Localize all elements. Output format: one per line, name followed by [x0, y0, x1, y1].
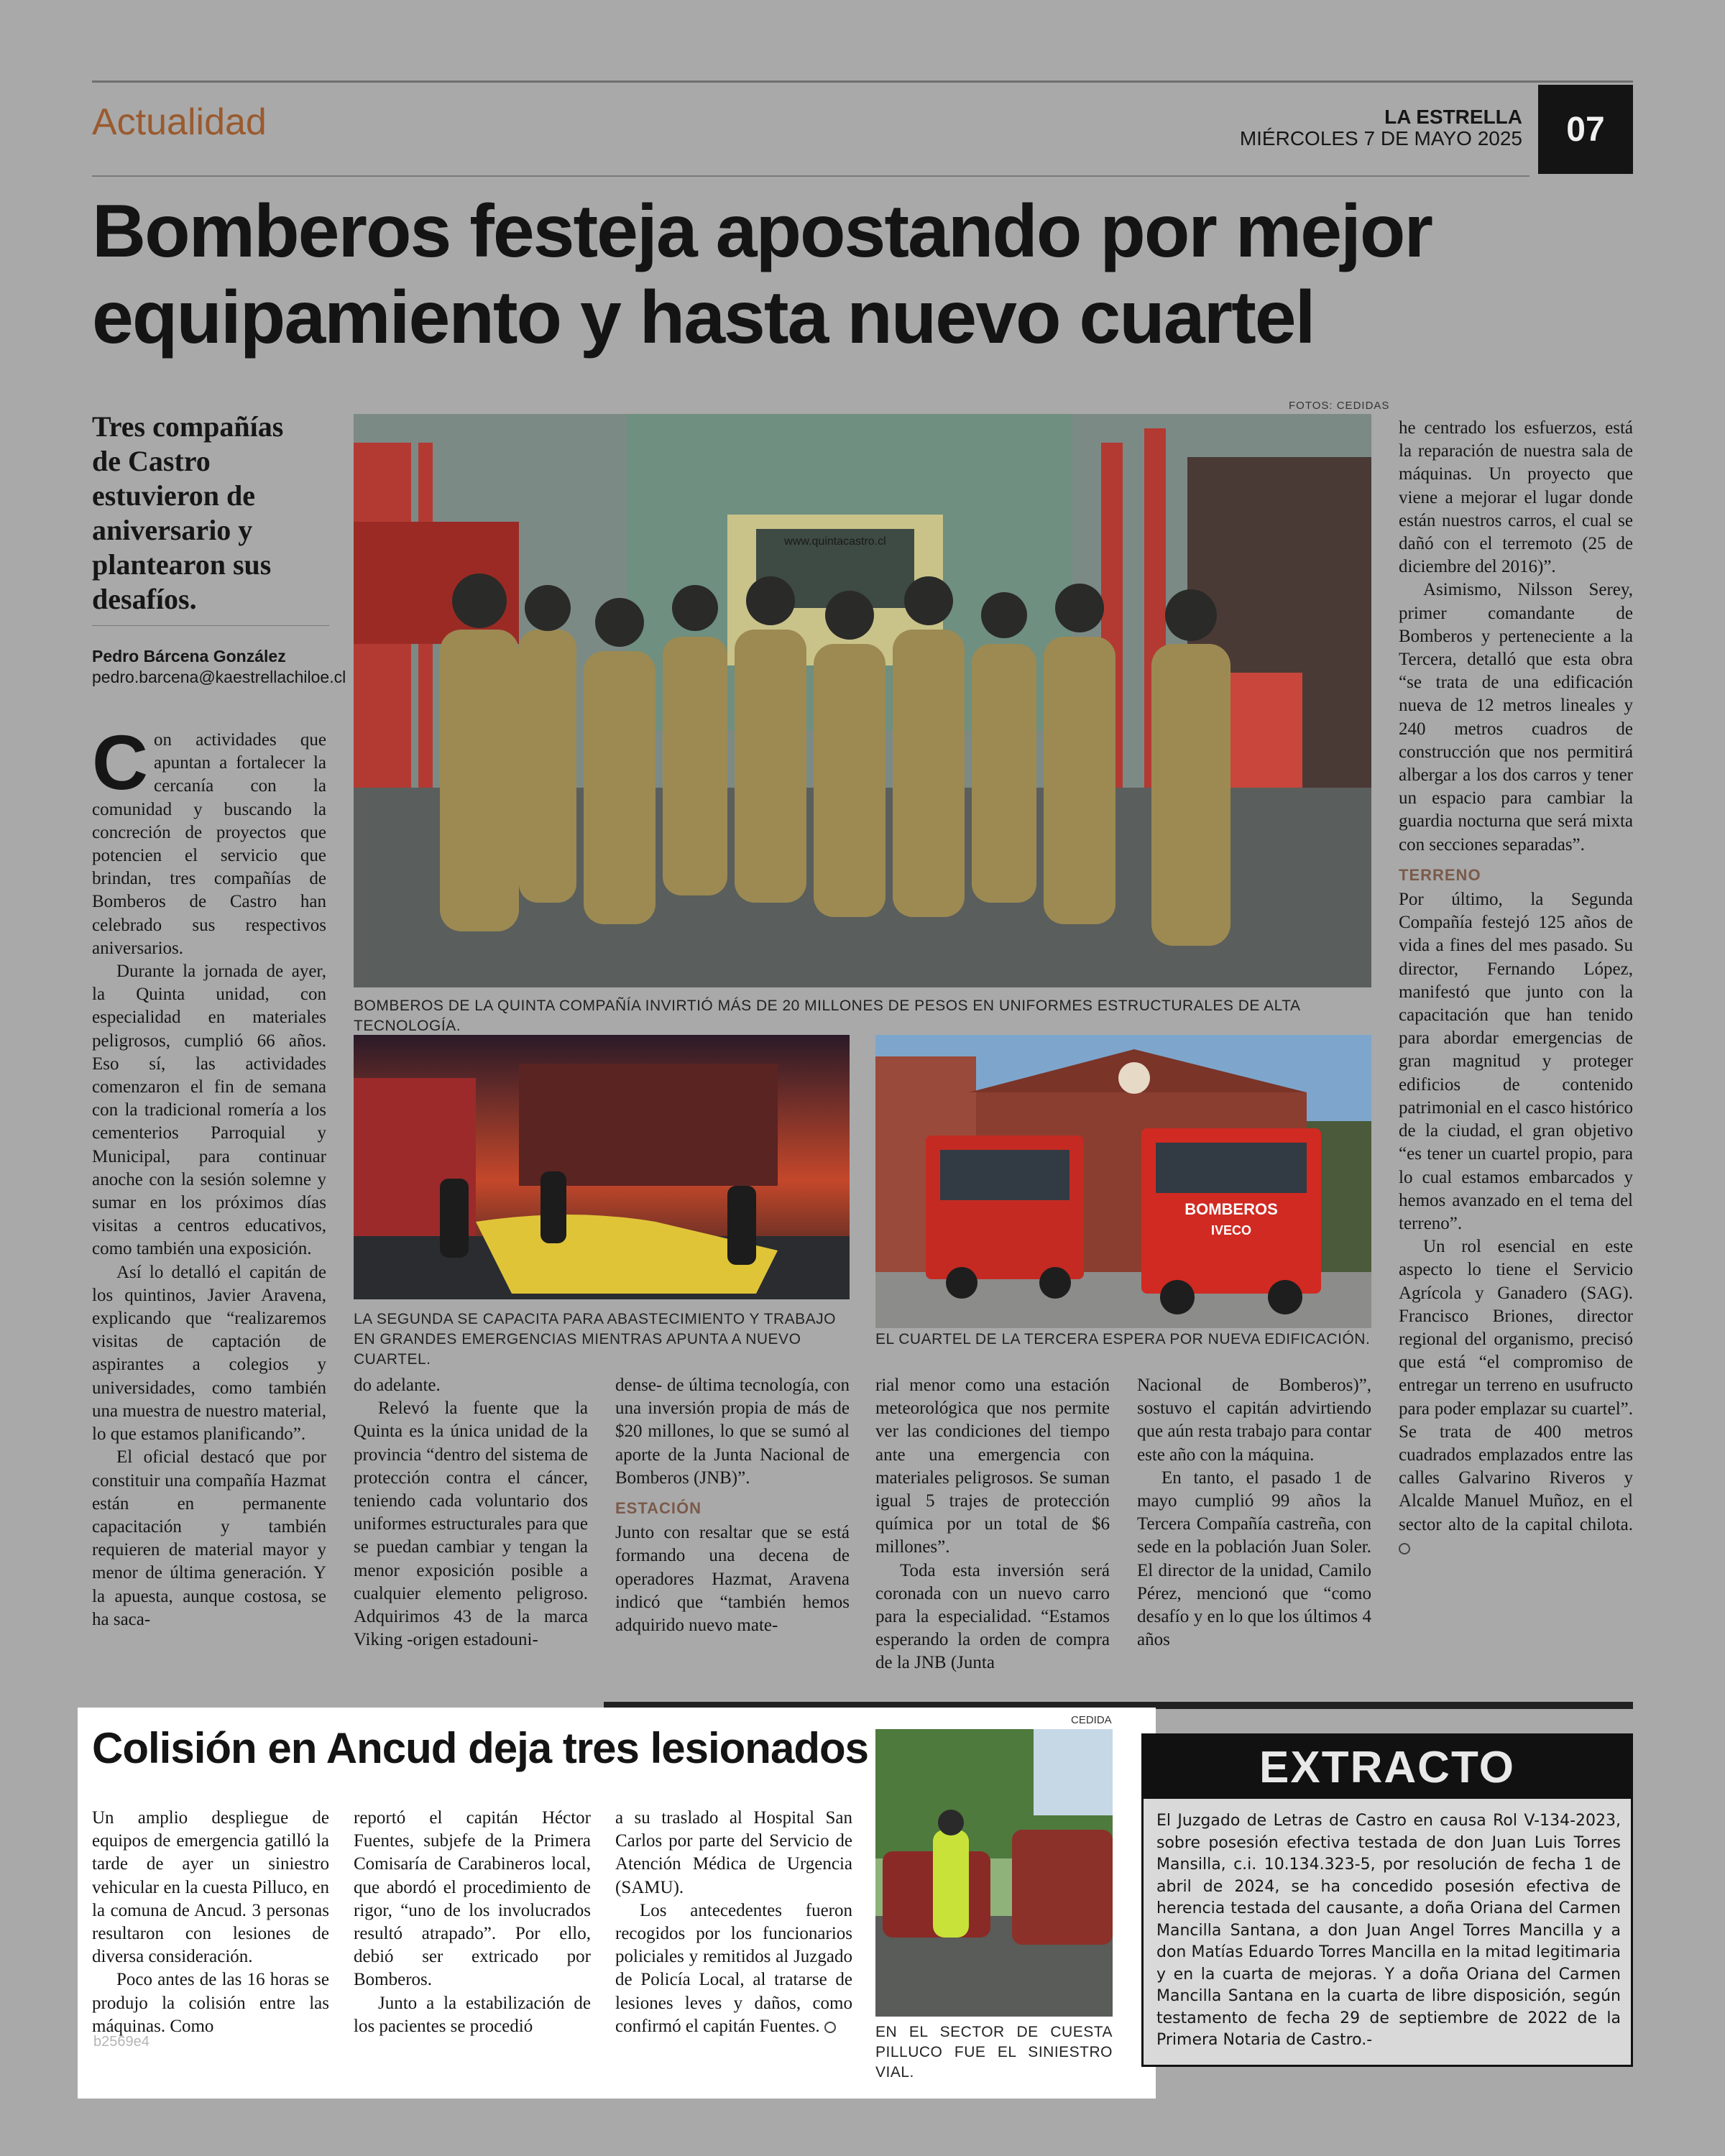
headline-line-1: Bomberos festeja apostando por mejor	[92, 190, 1432, 273]
paragraph: Los antecedentes fueron recogidos por los funcionarios policiales y remitidos al Juzgado de Policía Local, al tratarse de lesiones leves y daños, como confirmó el capitán Fuentes.	[615, 1900, 852, 2036]
brief-headline: Colisión en Ancud deja tres lesionados	[92, 1724, 868, 1772]
byline	[92, 645, 346, 687]
brief-column-1	[92, 1807, 329, 2038]
masthead	[1240, 106, 1522, 149]
paragraph: a su traslado al Hospital San Carlos por parte del Servicio de Atención Médica de Urgencia (SAMU).	[615, 1808, 852, 1897]
paragraph: Junto a la estabilización de los pacientes se procedió	[354, 1993, 591, 2036]
paragraph: El oficial destacó que por constituir una compañía Hazmat están en permanente capacitación y también requieren de material mayor y menor de última generación. Y la apuesta, aunque costosa, se ha saca-	[92, 1447, 326, 1629]
article-column-2	[354, 1374, 588, 1651]
subhead-terreno: TERRENO	[1399, 865, 1481, 884]
top-rule	[92, 80, 1633, 83]
truck-label: BOMBEROS	[1184, 1200, 1278, 1218]
paragraph: En tanto, el pasado 1 de mayo cumplió 99 años la Tercera Compañía castreña, con sede en la población Juan Soler. El director de la unidad, Camilo Pérez, mencionó que “como desafío y en lo que los últimos 4 años	[1137, 1468, 1371, 1650]
station-sign-text: www.quintacastro.cl	[784, 535, 886, 548]
section-label: Actualidad	[92, 101, 267, 143]
collision-photo	[875, 1729, 1113, 2017]
end-mark-icon	[1399, 1543, 1410, 1554]
paragraph: rial menor como una estación meteorológica que nos permite ver las condiciones del tiempo ante una emergencia con materiales peligrosos. Se suman igual 5 trajes de protección química por un total de $6 millones”.	[875, 1376, 1110, 1557]
article-column-6	[1399, 417, 1633, 1560]
paragraph: Nacional de Bomberos)”, sostuvo el capitán advirtiendo que aún resta trabajo para contar este año con la máquina.	[1137, 1376, 1371, 1465]
byline-rule	[92, 625, 329, 626]
author-email[interactable]: pedro.barcena@kaestrellachiloe.cl	[92, 668, 346, 686]
fire-photo-caption: LA SEGUNDA SE CAPACITA PARA ABASTECIMIENTO Y TRABAJO EN GRANDES EMERGENCIAS MIENTRAS APUNTA A NUEVO CUARTEL.	[354, 1311, 836, 1368]
paragraph: do adelante.	[354, 1376, 441, 1395]
main-photo-caption: BOMBEROS DE LA QUINTA COMPAÑÍA INVIRTIÓ MÁS DE 20 MILLONES DE PESOS EN UNIFORMES ESTRUCTURALES DE ALTA TECNOLOGÍA.	[354, 998, 1300, 1034]
article-column-3	[615, 1374, 850, 1637]
paragraph: dense- de última tecnología, con una inversión propia de más de $20 millones, lo que se sumó al aporte de la Junta Nacional de Bomberos (JNB)”.	[615, 1376, 850, 1488]
headline-line-2: equipamiento y hasta nuevo cuartel	[92, 276, 1315, 359]
brief-column-2	[354, 1807, 591, 2038]
legal-notice-title: EXTRACTO	[1144, 1736, 1631, 1799]
paragraph: Toda esta inversión será coronada con un nuevo carro para la especialidad. “Estamos esperando la orden de compra de la JNB (Junta	[875, 1560, 1110, 1673]
end-mark-icon	[824, 2022, 836, 2033]
photo-credit: FOTOS: CEDIDAS	[1289, 400, 1390, 412]
paragraph: Relevó la fuente que la Quinta es la única unidad de la provincia “dentro del sistema de protección contra el cáncer, teniendo cada voluntario dos uniformes estructurales para que se puedan cambiar y tengan la menor exposición posible a cualquier elemento peligroso. Adquirimos 43 de la marca Viking -origen estadouni-	[354, 1399, 588, 1650]
brief-column-3	[615, 1807, 852, 2038]
legal-notice-text: El Juzgado de Letras de Castro en causa Rol V-134-2023, sobre posesión efectiva testada de don Juan Luis Torres Mansilla, c.i. 10.134.323-5, por resolución de fecha 1 de abril de 2024, se ha concedido posesión efectiva de herencia testada del causante, a doña Oriana del Carmen Mancilla Santana, a don Juan Angel Torres Mancilla y a don Matías Eduardo Torres Mancilla en la mitad legitimaria y en la cuarta de mejoras. Y a doña Oriana del Carmen Mancilla Santana en la cuarta de libre disposición, según testamento de fecha 29 de septiembre de 2022 de la Primera Notaria de Castro.-	[1156, 1812, 1621, 2049]
article-column-1	[92, 719, 326, 1631]
paragraph: reportó el capitán Héctor Fuentes, subjefe de la Primera Comisaría de Carabineros local, que abordó el procedimiento de rigor, “uno de los involucrados resultó atrapado”. Por ello, debió ser extricado por Bomberos.	[354, 1808, 591, 1990]
paragraph: Junto con resaltar que se está formando una decena de operadores Hazmat, Aravena indicó que “también hemos adquirido nuevo mate-	[615, 1523, 850, 1636]
brief-photo-credit: CEDIDA	[1071, 1714, 1112, 1726]
paragraph: Un rol esencial en este aspecto lo tiene el Servicio Agrícola y Ganadero (SAG). Francisco Briones, director regional del organismo, precisó que está “el compromiso de entregar un terreno en usufructo para poder emplazar su cuartel”. Se trata de 400 metros cuadrados emplazados entre las calles Galvarino Riveros y Alcalde Manuel Muñoz, en el sector alto de la capital chilota.	[1399, 1235, 1633, 1560]
paragraph: he centrado los esfuerzos, está la reparación de nuestra sala de máquinas. Un proyecto que viene a mejorar el lugar donde están nuestros carros, el cual se dañó con el terremoto (25 de diciembre del 2016)”.	[1399, 418, 1633, 577]
page-number: 07	[1538, 85, 1633, 174]
main-photo-firefighters	[354, 414, 1371, 987]
newspaper-name: LA ESTRELLA	[1384, 106, 1522, 128]
paragraph: Así lo detalló el capitán de los quintinos, Javier Aravena, explicando que “realizaremos visitas de captación de aspirantes a colegios y universidades, como también una muestra de nuestro material, lo que estamos planificando”.	[92, 1262, 326, 1445]
main-headline	[92, 188, 1637, 361]
collision-photo-caption: EN EL SECTOR DE CUESTA PILLUCO FUE EL SINIESTRO VIAL.	[875, 2024, 1113, 2081]
paragraph: Un amplio despliegue de equipos de emergencia gatilló la tarde de ayer un siniestro vehicular en la cuesta Pilluco, en la comuna de Ancud. 3 personas resultaron con lesiones de diversa consideración.	[92, 1808, 329, 1967]
paragraph: Por último, la Segunda Compañía festejó 125 años de vida a fines del mes pasado. Su director, Fernando López, manifestó que junto con la capacitación que han tenido para abordar emergencias de gran magnitud y proteger edificios de contenido patrimonial en el casco histórico de la ciudad, el gran objetivo “es tener un cuartel propio, para lo cual estamos embarcados y hemos avanzado en el tema del terreno”.	[1399, 890, 1633, 1233]
paragraph: Poco antes de las 16 horas se produjo la colisión entre las máquinas. Como	[92, 1970, 329, 2036]
article-deck: Tres compañías de Castro estuvieron de aniversario y plantearon sus desafíos.	[92, 410, 284, 615]
paragraph: Durante la jornada de ayer, la Quinta unidad, con especialidad en materiales peligrosos, cumplió 66 años. Eso sí, las actividades comenzaron el fin de semana con la tradicional romería a los cementerios Parroquial y Municipal, para continuar anoche con la sesión solemne y sumar en los próximos días visitas a centros educativos, como también una exposición.	[92, 962, 326, 1259]
legal-notice-box	[1141, 1733, 1633, 2067]
author-name: Pedro Bárcena González	[92, 647, 286, 665]
truck-brand: IVECO	[1210, 1223, 1252, 1238]
article-column-5	[1137, 1374, 1371, 1651]
station-trucks-photo	[875, 1035, 1371, 1328]
subhead-estacion: ESTACIÓN	[615, 1499, 702, 1518]
lead-paragraph: Con actividades que apuntan a fortalecer la cercanía con la comunidad y buscando la concreción de proyectos que potencien el servicio que brindan, tres compañías de Bomberos de Castro han celebrado sus respectivos aniversarios.	[92, 719, 326, 958]
paragraph: Asimismo, Nilsson Serey, primer comandante de Bomberos y perteneciente a la Tercera, detalló que esta obra “se trata de una edificación nueva de 12 metros lineales y 240 metros cuadros de construcción que nos permitirá albergar a los dos carros y tener un espacio para cambiar la guardia nocturna que será mixta con secciones separadas”.	[1399, 580, 1633, 854]
station-photo-caption: EL CUARTEL DE LA TERCERA ESPERA POR NUEVA EDIFICACIÓN.	[875, 1331, 1371, 1348]
article-column-4	[875, 1374, 1110, 1675]
issue-date: MIÉRCOLES 7 DE MAYO 2025	[1239, 127, 1522, 149]
extracto-top-rule	[1141, 1702, 1633, 1709]
fire-training-photo	[354, 1035, 850, 1299]
header-rule	[92, 175, 1530, 177]
drop-cap: C	[92, 719, 148, 806]
id-mark: b2569e4	[93, 2034, 150, 2050]
